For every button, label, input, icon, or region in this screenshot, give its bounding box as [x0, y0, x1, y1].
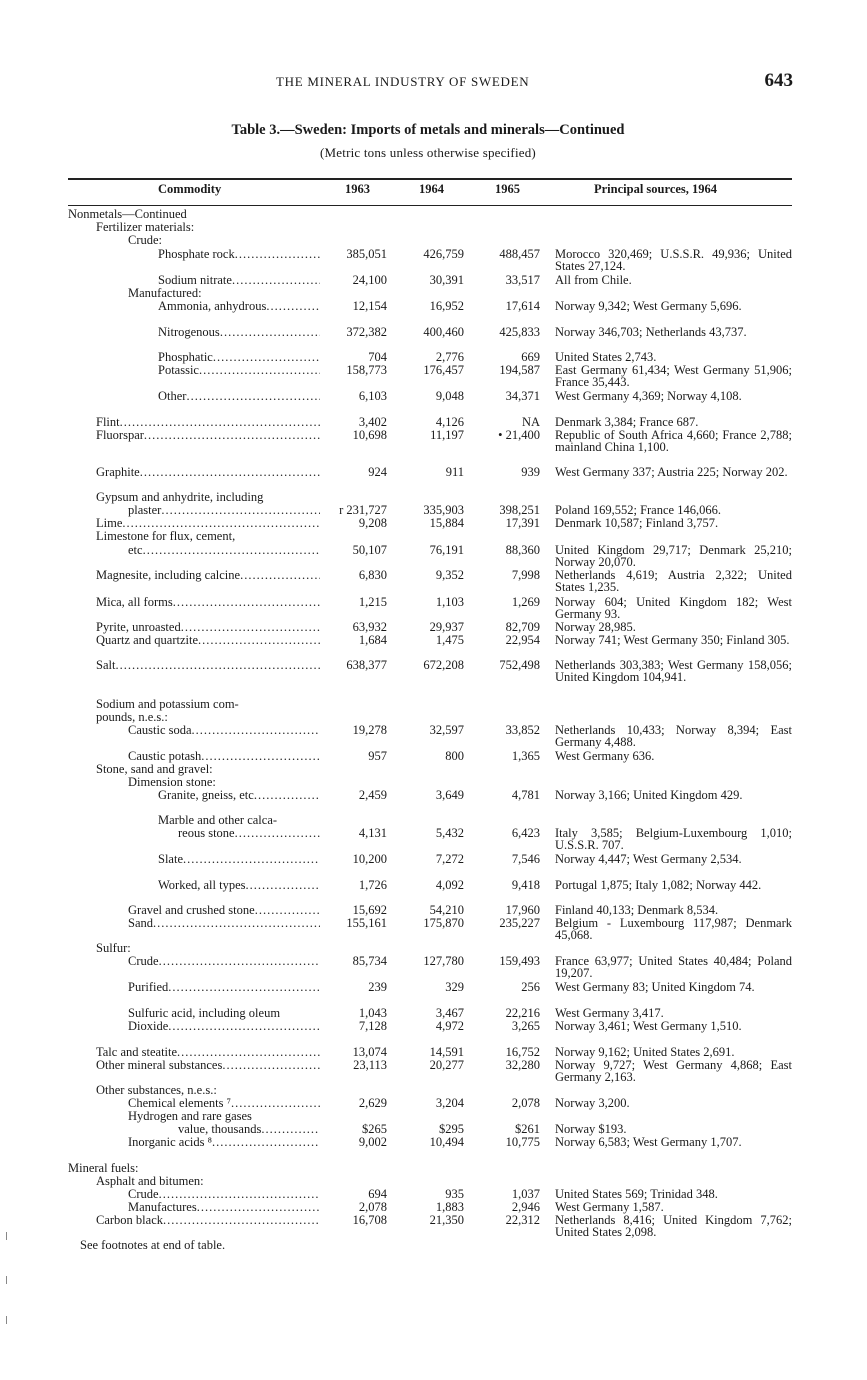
commodity-label: Talc and steatite .....: [96, 1046, 320, 1059]
value-1964: 20,277: [429, 1058, 464, 1072]
value-1964: 14,591: [429, 1045, 464, 1059]
value-1965: 17,614: [505, 299, 540, 313]
value-1964: 1,103: [435, 595, 464, 609]
footnote: See footnotes at end of table.: [80, 1238, 226, 1252]
value-1964: 11,197: [430, 428, 464, 442]
commodity-label: Pyrite, unroasted .....: [96, 621, 320, 634]
value-1963: 13,074: [352, 1045, 387, 1059]
principal-sources: Belgium - Luxembourg 117,987; Denmark 45,068.: [555, 916, 792, 942]
value-1964: 3,649: [435, 788, 464, 802]
commodity-leader: [128, 981, 320, 994]
principal-sources: Finland 40,133; Denmark 8,534.: [555, 903, 719, 917]
principal-sources: Norway 6,583; West Germany 1,707.: [555, 1135, 742, 1149]
value-1963: 372,382: [346, 325, 387, 339]
value-1964: 335,903: [423, 503, 464, 517]
commodity-label: pounds, n.e.s.:: [96, 710, 168, 724]
running-head: THE MINERAL INDUSTRY OF SWEDEN: [276, 74, 530, 89]
value-1963: 2,459: [358, 788, 387, 802]
value-1963: 9,208: [358, 516, 387, 530]
value-1964: 76,191: [429, 543, 464, 557]
value-1963: 50,107: [352, 543, 387, 557]
commodity-label: Sodium and potassium com-: [96, 697, 239, 711]
value-1963: 9,002: [358, 1135, 387, 1149]
value-1965: 4,781: [511, 788, 540, 802]
table-row: [0, 1136, 867, 1150]
value-1965: 256: [521, 980, 540, 994]
principal-sources: West Germany 4,369; Norway 4,108.: [555, 389, 742, 403]
principal-sources: Norway 9,162; United States 2,691.: [555, 1045, 735, 1059]
value-1963: 85,734: [352, 954, 387, 968]
commodity-leader: [128, 504, 320, 517]
value-1963: 3,402: [358, 415, 387, 429]
table-row: [0, 595, 867, 621]
commodity-label: Fluorspar .....: [96, 429, 320, 442]
commodity-label: Phosphatic .....: [158, 351, 320, 364]
value-1964: 1,883: [435, 1200, 464, 1214]
commodity-leader: [96, 634, 320, 647]
commodity-leader: [128, 917, 320, 930]
commodity-label: Carbon black .....: [96, 1214, 320, 1227]
commodity-label: Ammonia, anhydrous .....: [158, 300, 320, 313]
commodity-label: Gravel and crushed stone .....: [128, 904, 320, 917]
principal-sources: Netherlands 4,619; Austria 2,322; United States 1,235.: [555, 568, 792, 594]
principal-sources: Norway 741; West Germany 350; Finland 305.: [555, 633, 790, 647]
table-row: [0, 1020, 867, 1034]
value-1963: 7,128: [358, 1019, 387, 1033]
commodity-label: Mineral fuels:: [68, 1161, 139, 1175]
commodity-leader: [128, 904, 320, 917]
commodity-label: Crude:: [128, 233, 163, 247]
commodity-leader: [158, 351, 320, 364]
value-1963: 924: [368, 465, 387, 479]
value-1964: 4,126: [435, 415, 464, 429]
table-row: [0, 981, 867, 995]
value-1964: 1,475: [435, 633, 464, 647]
table-row: [0, 390, 867, 404]
commodity-label: value, thousands .....: [178, 1123, 320, 1136]
principal-sources: Norway 4,447; West Germany 2,534.: [555, 852, 742, 866]
value-1964: 935: [445, 1187, 464, 1201]
value-1965: • 21,400: [498, 428, 540, 442]
value-1965: 398,251: [499, 503, 540, 517]
value-1965: 6,423: [511, 826, 540, 840]
value-1963: 23,113: [353, 1058, 387, 1072]
commodity-label: Crude .....: [128, 955, 320, 968]
table-row: [0, 916, 867, 942]
value-1963: 10,698: [352, 428, 387, 442]
principal-sources: Norway 3,461; West Germany 1,510.: [555, 1019, 742, 1033]
value-1964: 400,460: [423, 325, 464, 339]
table-row: [0, 789, 867, 803]
value-1963: 16,708: [352, 1213, 387, 1227]
value-1964: 426,759: [423, 247, 464, 261]
commodity-label: reous stone .....: [178, 827, 320, 840]
value-1964: 15,884: [429, 516, 464, 530]
value-1963: 704: [368, 350, 387, 364]
value-1964: 911: [445, 465, 464, 479]
value-1963: 4,131: [358, 826, 387, 840]
commodity-label: Quartz and quartzite .....: [96, 634, 320, 647]
commodity-label: Magnesite, including calcine .....: [96, 569, 320, 582]
value-1964: 127,780: [423, 954, 464, 968]
commodity-label: Fertilizer materials:: [96, 220, 195, 234]
commodity-leader: [96, 621, 320, 634]
commodity-leader: [178, 827, 320, 840]
commodity-label: Slate .....: [158, 853, 320, 866]
table-row: [0, 543, 867, 569]
value-1964: 176,457: [423, 363, 464, 377]
commodity-label: Other substances, n.e.s.:: [96, 1083, 217, 1097]
table-subtitle: (Metric tons unless otherwise specified): [320, 145, 536, 160]
commodity-leader: [96, 1046, 320, 1059]
commodity-leader: [158, 300, 320, 313]
commodity-label: Worked, all types .....: [158, 879, 320, 892]
value-1963: 1,684: [358, 633, 387, 647]
principal-sources: Norway $193.: [555, 1122, 627, 1136]
value-1965: 34,371: [505, 389, 540, 403]
commodity-leader: [128, 1136, 320, 1149]
table-row: [0, 879, 867, 893]
value-1963: 1,215: [358, 595, 387, 609]
commodity-label: Caustic soda .....: [128, 724, 320, 737]
value-1963: 694: [368, 1187, 387, 1201]
value-1964: 672,208: [423, 658, 464, 672]
principal-sources: France 63,977; United States 40,484; Poland 19,207.: [555, 954, 792, 980]
value-1963: 158,773: [346, 363, 387, 377]
value-1963: 638,377: [346, 658, 387, 672]
commodity-label: Phosphate rock .....: [158, 248, 320, 261]
value-1965: 22,216: [505, 1006, 540, 1020]
principal-sources: Netherlands 10,433; Norway 8,394; East Germany 4,488.: [555, 723, 792, 749]
table-row: [0, 954, 867, 980]
commodity-label: Granite, gneiss, etc .....: [158, 789, 320, 802]
commodity-label: Sulfur:: [96, 941, 131, 955]
value-1964: 9,048: [435, 389, 464, 403]
commodity-label: Sodium nitrate .....: [158, 274, 320, 287]
value-1963: 1,726: [358, 878, 387, 892]
commodity-label: Limestone for flux, cement,: [96, 529, 236, 543]
value-1965: $261: [515, 1122, 540, 1136]
table-row: [0, 428, 867, 454]
commodity-leader: [96, 1214, 320, 1227]
principal-sources: West Germany 3,417.: [555, 1006, 664, 1020]
commodity-label: Other .....: [158, 390, 320, 403]
value-1964: 7,272: [435, 852, 464, 866]
value-1965: 425,833: [499, 325, 540, 339]
value-1965: 10,775: [505, 1135, 540, 1149]
value-1965: 2,946: [511, 1200, 540, 1214]
value-1963: 15,692: [352, 903, 387, 917]
value-1965: 7,546: [511, 852, 540, 866]
commodity-leader: [128, 1201, 320, 1214]
value-1963: 6,103: [358, 389, 387, 403]
value-1965: 33,517: [505, 273, 540, 287]
table-row: [0, 826, 867, 852]
value-1964: 16,952: [429, 299, 464, 313]
commodity-leader: [96, 1059, 320, 1072]
value-1963: 12,154: [352, 299, 387, 313]
table-row: [0, 634, 867, 648]
commodity-label: Inorganic acids ⁸ .....: [128, 1136, 320, 1149]
table-row: [0, 1213, 867, 1239]
value-1965: 32,280: [505, 1058, 540, 1072]
column-header-1964: 1964: [419, 182, 444, 196]
commodity-leader: [158, 879, 320, 892]
commodity-leader: [96, 596, 320, 609]
table-row: [0, 466, 867, 480]
value-1963: 24,100: [352, 273, 387, 287]
commodity-label: Asphalt and bitumen:: [96, 1174, 204, 1188]
value-1965: 22,312: [505, 1213, 540, 1227]
value-1964: 29,937: [429, 620, 464, 634]
commodity-leader: [178, 1123, 320, 1136]
value-1964: 54,210: [429, 903, 464, 917]
principal-sources: Norway 346,703; Netherlands 43,737.: [555, 325, 747, 339]
commodity-leader: [158, 364, 320, 377]
value-1965: 488,457: [499, 247, 540, 261]
table-row: [0, 1110, 867, 1124]
principal-sources: Denmark 3,384; France 687.: [555, 415, 699, 429]
value-1964: 21,350: [429, 1213, 464, 1227]
value-1963: r 231,727: [339, 503, 387, 517]
value-1964: 329: [445, 980, 464, 994]
principal-sources: Netherlands 8,416; United Kingdom 7,762; United States 2,098.: [555, 1213, 792, 1239]
value-1965: 88,360: [505, 543, 540, 557]
value-1965: 16,752: [505, 1045, 540, 1059]
value-1963: 10,200: [352, 852, 387, 866]
commodity-leader: [96, 416, 320, 429]
principal-sources: Norway 9,342; West Germany 5,696.: [555, 299, 742, 313]
value-1963: $265: [362, 1122, 387, 1136]
commodity-leader: [128, 1020, 320, 1033]
value-1965: 33,852: [505, 723, 540, 737]
value-1964: 4,092: [435, 878, 464, 892]
value-1965: 194,587: [499, 363, 540, 377]
commodity-leader: [96, 569, 320, 582]
commodity-leader: [128, 955, 320, 968]
commodity-label: Crude .....: [128, 1188, 320, 1201]
value-1963: 155,161: [346, 916, 387, 930]
column-header-sources: Principal sources, 1964: [594, 182, 718, 196]
value-1964: $295: [439, 1122, 464, 1136]
commodity-label: Nonmetals—Continued: [68, 207, 187, 221]
value-1964: 800: [445, 749, 464, 763]
table-row: [0, 568, 867, 594]
value-1964: 9,352: [435, 568, 464, 582]
commodity-label: Dioxide .....: [128, 1020, 320, 1033]
commodity-label: Salt .....: [96, 659, 320, 672]
value-1964: 5,432: [435, 826, 464, 840]
value-1965: 82,709: [505, 620, 540, 634]
column-header-1965: 1965: [495, 182, 520, 196]
commodity-label: Mica, all forms .....: [96, 596, 320, 609]
table-row: [0, 300, 867, 314]
commodity-leader: [96, 659, 320, 672]
commodity-label: Marble and other calca-: [158, 813, 278, 827]
value-1965: NA: [521, 415, 540, 429]
value-1965: 2,078: [511, 1096, 540, 1110]
commodity-leader: [158, 248, 320, 261]
commodity-label: Manufactured:: [128, 286, 202, 300]
column-header-commodity: Commodity: [158, 182, 222, 196]
commodity-leader: [96, 429, 320, 442]
value-1964: 30,391: [429, 273, 464, 287]
value-1965: 669: [521, 350, 540, 364]
value-1965: 1,365: [511, 749, 540, 763]
margin-mark: [6, 1276, 7, 1284]
value-1965: 939: [521, 465, 540, 479]
principal-sources: Denmark 10,587; Finland 3,757.: [555, 516, 719, 530]
commodity-label: Potassic .....: [158, 364, 320, 377]
principal-sources: Norway 3,166; United Kingdom 429.: [555, 788, 743, 802]
value-1965: 1,269: [511, 595, 540, 609]
commodity-label: Other mineral substances .....: [96, 1059, 320, 1072]
value-1965: 3,265: [511, 1019, 540, 1033]
page-number: 643: [764, 70, 793, 91]
commodity-label: Flint .....: [96, 416, 320, 429]
commodity-label: plaster .....: [128, 504, 320, 517]
commodity-label: Caustic potash .....: [128, 750, 320, 763]
commodity-label: Dimension stone:: [128, 775, 216, 789]
commodity-leader: [128, 724, 320, 737]
value-1965: 235,227: [499, 916, 540, 930]
table-row: [0, 363, 867, 389]
margin-mark: [6, 1232, 7, 1240]
commodity-leader: [128, 1188, 320, 1201]
principal-sources: Norway 604; United Kingdom 182; West Germany 93.: [555, 595, 792, 621]
commodity-leader: [158, 326, 320, 339]
principal-sources: United Kingdom 29,717; Denmark 25,210; Norway 20,070.: [555, 543, 792, 569]
value-1963: 1,043: [358, 1006, 387, 1020]
principal-sources: West Germany 1,587.: [555, 1200, 664, 1214]
value-1965: 1,037: [511, 1187, 540, 1201]
table-title: Table 3.—Sweden: Imports of metals and minerals—Continued: [231, 122, 625, 138]
commodity-label: Graphite .....: [96, 466, 320, 479]
value-1965: 22,954: [505, 633, 540, 647]
value-1964: 3,204: [435, 1096, 464, 1110]
commodity-label: Gypsum and anhydrite, including: [96, 490, 264, 504]
commodity-label: Lime .....: [96, 517, 320, 530]
value-1963: 63,932: [352, 620, 387, 634]
value-1965: 17,391: [505, 516, 540, 530]
value-1965: 9,418: [511, 878, 540, 892]
column-header-1963: 1963: [345, 182, 370, 196]
value-1963: 957: [368, 749, 387, 763]
table-row: [0, 1084, 867, 1098]
principal-sources: All from Chile.: [555, 273, 632, 287]
table-row: [0, 234, 867, 248]
table-row: [0, 723, 867, 749]
principal-sources: West Germany 337; Austria 225; Norway 202.: [555, 465, 788, 479]
commodity-label: Hydrogen and rare gases: [128, 1109, 252, 1123]
commodity-leader: [128, 544, 320, 557]
value-1964: 175,870: [423, 916, 464, 930]
value-1963: 2,078: [358, 1200, 387, 1214]
margin-mark: [6, 1316, 7, 1324]
commodity-leader: [158, 390, 320, 403]
table-row: [0, 326, 867, 340]
commodity-label: Stone, sand and gravel:: [96, 762, 213, 776]
value-1963: 2,629: [358, 1096, 387, 1110]
value-1965: 17,960: [505, 903, 540, 917]
principal-sources: Morocco 320,469; U.S.S.R. 49,936; United States 27,124.: [555, 247, 792, 273]
principal-sources: West Germany 636.: [555, 749, 655, 763]
commodity-label: Chemical elements ⁷ .....: [128, 1097, 320, 1110]
value-1963: 385,051: [346, 247, 387, 261]
principal-sources: Norway 28,985.: [555, 620, 636, 634]
commodity-label: Sulfuric acid, including oleum: [128, 1006, 281, 1020]
table-row: [0, 247, 867, 273]
table-row: [0, 530, 867, 544]
table-row: [0, 853, 867, 867]
principal-sources: Italy 3,585; Belgium-Luxembourg 1,010; U.S.S.R. 707.: [555, 826, 792, 852]
principal-sources: West Germany 83; United Kingdom 74.: [555, 980, 755, 994]
principal-sources: United States 2,743.: [555, 350, 657, 364]
principal-sources: United States 569; Trinidad 348.: [555, 1187, 718, 1201]
value-1964: 2,776: [435, 350, 464, 364]
principal-sources: Portugal 1,875; Italy 1,082; Norway 442.: [555, 878, 762, 892]
table-row: [0, 1188, 867, 1202]
commodity-leader: [96, 466, 320, 479]
commodity-label: Purified .....: [128, 981, 320, 994]
value-1963: 239: [368, 980, 387, 994]
commodity-label: Manufactures .....: [128, 1201, 320, 1214]
value-1965: 159,493: [499, 954, 540, 968]
table-row: [0, 1058, 867, 1084]
value-1963: 19,278: [352, 723, 387, 737]
value-1965: 7,998: [511, 568, 540, 582]
principal-sources: Poland 169,552; France 146,066.: [555, 503, 721, 517]
value-1964: 3,467: [435, 1006, 464, 1020]
principal-sources: Norway 3,200.: [555, 1096, 630, 1110]
value-1964: 32,597: [429, 723, 464, 737]
table-row: [0, 658, 867, 684]
principal-sources: Norway 9,727; West Germany 4,868; East Germany 2,163.: [555, 1058, 792, 1084]
commodity-leader: [158, 789, 320, 802]
commodity-leader: [158, 853, 320, 866]
principal-sources: East Germany 61,434; West Germany 51,906; France 35,443.: [555, 363, 792, 389]
value-1964: 10,494: [429, 1135, 464, 1149]
principal-sources: Netherlands 303,383; West Germany 158,056; United Kingdom 104,941.: [555, 658, 792, 684]
value-1963: 6,830: [358, 568, 387, 582]
commodity-label: Sand .....: [128, 917, 320, 930]
principal-sources: Republic of South Africa 4,660; France 2,788; mainland China 1,100.: [555, 428, 792, 454]
table-row: [0, 1175, 867, 1189]
commodity-label: etc .....: [128, 544, 320, 557]
commodity-label: Nitrogenous .....: [158, 326, 320, 339]
value-1964: 4,972: [435, 1019, 464, 1033]
value-1965: 752,498: [499, 658, 540, 672]
